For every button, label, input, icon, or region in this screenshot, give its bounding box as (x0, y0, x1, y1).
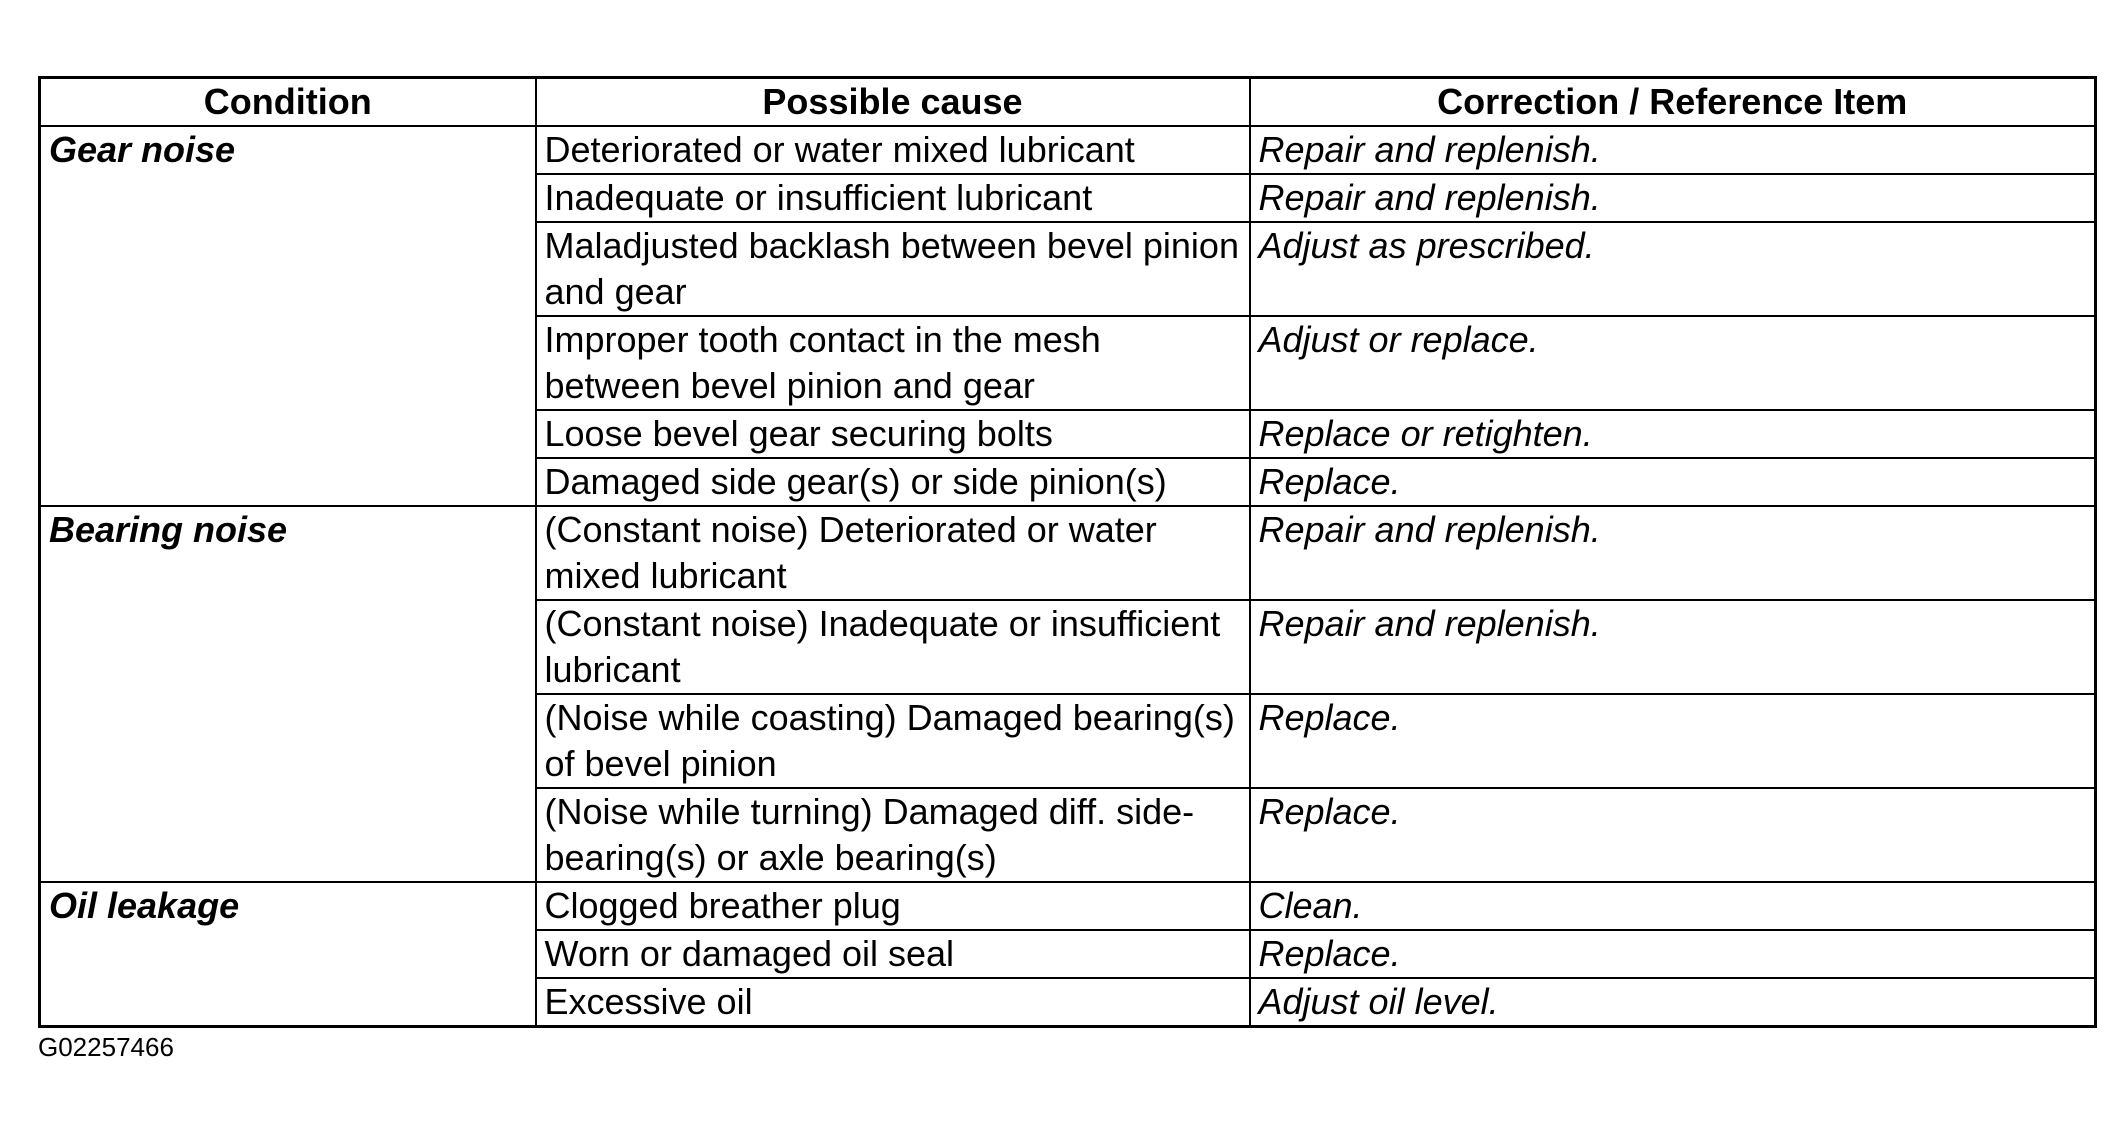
correction-cell: Clean. (1250, 882, 2096, 930)
condition-cell: Gear noise (40, 126, 536, 506)
correction-cell: Replace. (1250, 458, 2096, 506)
correction-cell: Adjust or replace. (1250, 316, 2096, 410)
correction-cell: Repair and replenish. (1250, 126, 2096, 174)
cause-cell: (Constant noise) Deteriorated or water mixed lubricant (536, 506, 1250, 600)
cause-cell: (Noise while coasting) Damaged bearing(s) of bevel pinion (536, 694, 1250, 788)
header-condition: Condition (40, 78, 536, 127)
correction-cell: Replace. (1250, 930, 2096, 978)
cause-cell: Excessive oil (536, 978, 1250, 1027)
cause-cell: Damaged side gear(s) or side pinion(s) (536, 458, 1250, 506)
correction-cell: Replace or retighten. (1250, 410, 2096, 458)
condition-cell: Oil leakage (40, 882, 536, 1027)
correction-cell: Repair and replenish. (1250, 600, 2096, 694)
table-row (40, 506, 2096, 600)
diagnosis-table (38, 76, 2097, 1028)
cause-cell: Maladjusted backlash between bevel pinion and gear (536, 222, 1250, 316)
correction-cell: Adjust oil level. (1250, 978, 2096, 1027)
correction-cell: Adjust as prescribed. (1250, 222, 2096, 316)
header-correction: Correction / Reference Item (1250, 78, 2096, 127)
table-body (40, 126, 2096, 1027)
cause-cell: (Constant noise) Inadequate or insufficient lubricant (536, 600, 1250, 694)
cause-cell: Inadequate or insufficient lubricant (536, 174, 1250, 222)
header-possible-cause: Possible cause (536, 78, 1250, 127)
cause-cell: Deteriorated or water mixed lubricant (536, 126, 1250, 174)
cause-cell: Loose bevel gear securing bolts (536, 410, 1250, 458)
table-header-row (40, 78, 2096, 127)
table-row (40, 126, 2096, 174)
condition-cell: Bearing noise (40, 506, 536, 882)
cause-cell: Improper tooth contact in the mesh between bevel pinion and gear (536, 316, 1250, 410)
cause-cell: (Noise while turning) Damaged diff. side-bearing(s) or axle bearing(s) (536, 788, 1250, 882)
correction-cell: Repair and replenish. (1250, 174, 2096, 222)
correction-cell: Replace. (1250, 694, 2096, 788)
table-row (40, 882, 2096, 930)
cause-cell: Clogged breather plug (536, 882, 1250, 930)
figure-id: G02257466 (38, 1032, 174, 1062)
correction-cell: Repair and replenish. (1250, 506, 2096, 600)
cause-cell: Worn or damaged oil seal (536, 930, 1250, 978)
correction-cell: Replace. (1250, 788, 2096, 882)
